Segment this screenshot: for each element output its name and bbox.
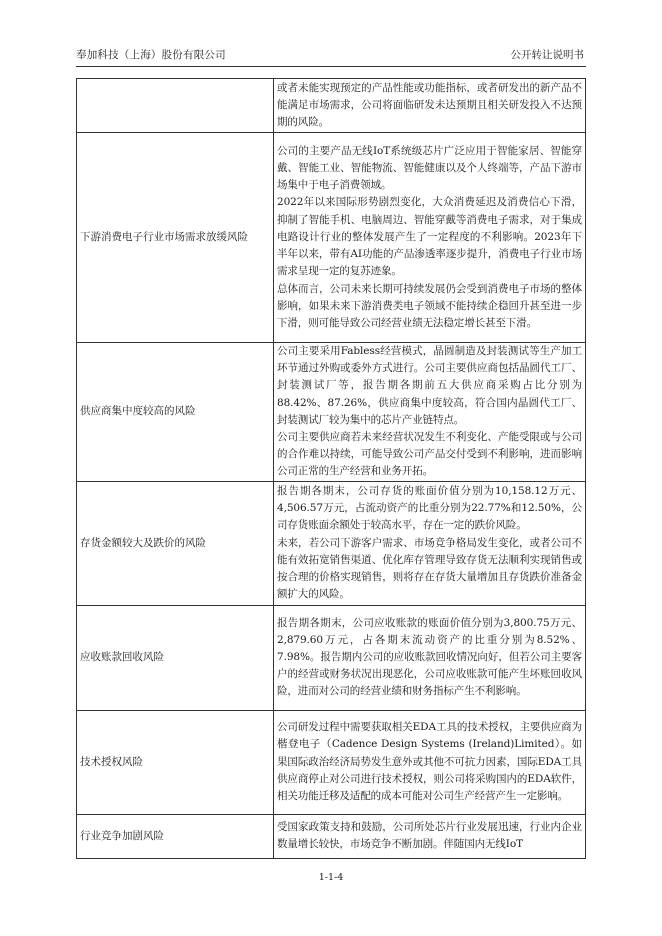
risk-name: 技术授权风险 [77,710,274,814]
risk-paragraph: 报告期各期末，公司应收账款的账面价值分别为3,800.75万元、2,879.60万元，占各期末流动资产的比重分别为8.52%、7.98%。报告期内公司的应收账款回收情况向好，但若公司主要客户的经营或财务状况出现恶化，公司应收账款可能产生坏账回收风险，进而对公司的经营业绩和财务指标产生不利影响。 [277,616,582,698]
risk-name: 存货金额较大及跌价的风险 [77,481,274,605]
risk-table [76,78,586,859]
risk-name [77,79,274,133]
risk-paragraph: 2022年以来国际形势剧烈变化，大众消费延迟及消费信心下滑，抑制了智能手机、电脑周边、智能穿戴等消费电子需求，对于集成电路设计行业的整体发展产生了一定程度的不利影响。2023年下半年以来，带有AI功能的产品渗透率逐步提升，消费电子行业市场需求呈现一定的复苏迹象。 [277,196,582,278]
risk-paragraph: 或者未能实现预定的产品性能或功能指标，或者研发出的新产品不能满足市场需求，公司将面临研发未达预期且相关研发投入不达预期的风险。 [277,81,582,129]
risk-description [274,710,586,814]
risk-description [274,605,586,710]
risk-description [274,343,586,482]
table-row [77,133,586,343]
risk-name: 下游消费电子行业市场需求放缓风险 [77,133,274,343]
risk-name: 行业竞争加剧风险 [77,814,274,858]
risk-description [274,79,586,133]
table-row [77,79,586,133]
risk-paragraph: 公司的主要产品无线IoT系统级芯片广泛应用于智能家居、智能穿戴、智能工业、智能物流、智能健康以及个人终端等，产品下游市场集中于电子消费领域。 [277,144,582,192]
risk-description [274,481,586,605]
document-title: 公开转让说明书 [510,49,584,61]
risk-paragraph: 总体而言，公司未来长期可持续发展仍会受到消费电子市场的整体影响，如果未来下游消费类电子领域不能持续企稳回升甚至进一步下滑，则可能导致公司经营业绩无法稳定增长甚至下滑。 [277,282,582,329]
table-row [77,605,586,710]
risk-name: 供应商集中度较高的风险 [77,343,274,482]
table-row [77,814,586,858]
risk-paragraph: 受国家政策支持和鼓励，公司所处芯片行业发展迅速，行业内企业数量增长较快，市场竞争不断加剧。伴随国内无线IoT [277,820,582,851]
page-number: 1-1-4 [318,872,344,883]
table-row [77,481,586,605]
table-row [77,343,586,482]
risk-paragraph: 公司研发过程中需要获取相关EDA工具的技术授权，主要供应商为楷登电子（Cadence Design Systems (Ireland)Limited）。如果国际政治经济局势发生意外或其他不可抗力因素，国际EDA工具供应商停止对公司进行技术授权，则公司将采购国内的EDA软件，相关功能迁移及适配的成本可能对公司生产经营产生一定影响。 [277,721,582,802]
table-row [77,710,586,814]
risk-description [274,814,586,858]
risk-paragraph: 公司主要采用Fabless经营模式，晶圆制造及封装测试等生产加工环节通过外购或委外方式进行。公司主要供应商包括晶圆代工厂、封装测试厂等，报告期各期前五大供应商采购占比分别为88.42%、87.26%，供应商集中度较高，符合国内晶圆代工厂、封装测试厂较为集中的芯片产业链特点。 [277,345,582,426]
company-name: 奉加科技（上海）股份有限公司 [76,49,226,61]
risk-paragraph: 未来，若公司下游客户需求、市场竞争格局发生变化，或者公司不能有效拓宽销售渠道、优化库存管理导致存货无法顺利实现销售或按合理的价格实现销售，则将存在存货大量增加且存货跌价准备金额扩大的风险。 [277,536,582,601]
header-divider [76,66,586,67]
risk-paragraph: 公司主要供应商若未来经营状况发生不利变化、产能受限或与公司的合作难以持续，可能导致公司产品交付受到不利影响，进而影响公司正常的生产经营和业务开拓。 [277,431,582,478]
risk-name: 应收账款回收风险 [77,605,274,710]
risk-description [274,133,586,343]
risk-paragraph: 报告期各期末，公司存货的账面价值分别为10,158.12万元、4,506.57万元，占流动资产的比重分别为22.77%和12.50%，公司存货账面余额处于较高水平，存在一定的跌价风险。 [277,484,582,532]
